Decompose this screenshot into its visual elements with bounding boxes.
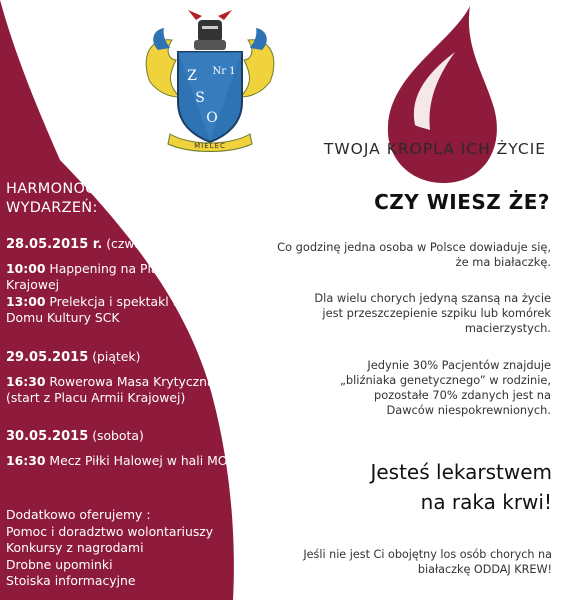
day-1-event-1-time: 10:00 bbox=[6, 260, 46, 276]
day-2-date: 29.05.2015 bbox=[6, 350, 89, 365]
did-you-know-title: CZY WIESZ ŻE? bbox=[374, 190, 550, 214]
extras-item: Konkursy z nagrodami bbox=[6, 540, 144, 555]
fact-3-line: pozostałe 70% zdanych jest na bbox=[374, 388, 551, 402]
day-2-event-1-time: 16:30 bbox=[6, 373, 46, 389]
extras-item: Stoiska informacyjne bbox=[6, 573, 136, 588]
day-1-event-2-time: 13:00 bbox=[6, 293, 46, 309]
footer-line-2: białaczkę ODDAJ KREW! bbox=[417, 563, 552, 576]
fact-2-line: macierzystych. bbox=[464, 321, 551, 335]
fact-2-line: Dla wielu chorych jedyną szansą na życie bbox=[314, 291, 551, 305]
schedule-title-line1: HARMONOGRAM bbox=[6, 181, 130, 197]
crest-right-leaf bbox=[250, 28, 267, 50]
day-3-weekday: (sobota) bbox=[88, 428, 144, 443]
day-3-event-1-time: 16:30 bbox=[6, 452, 46, 468]
cure-line-1: Jesteś lekarstwem bbox=[370, 460, 552, 484]
fact-2-line: jest przeszczepienie szpiku lub komórek bbox=[322, 306, 551, 320]
fact-3 bbox=[238, 358, 551, 418]
extras-title: Dodatkowo oferujemy : bbox=[6, 507, 151, 522]
day-1-event-2-text: Prelekcja i spektakl teatralny w Domu Kultury SCK bbox=[6, 293, 243, 325]
cure-heading bbox=[290, 457, 552, 517]
schedule-day-1 bbox=[6, 236, 251, 327]
extras-item: Drobne upominki bbox=[6, 556, 113, 572]
cure-line-2: na raka krwi! bbox=[420, 490, 552, 514]
fact-1-line: że ma białaczkę. bbox=[455, 255, 551, 269]
crest-banner-text: MIELEC bbox=[194, 142, 226, 150]
day-3-date: 30.05.2015 bbox=[6, 429, 89, 444]
schedule-title bbox=[6, 180, 206, 218]
campaign-slogan: TWOJA KROPLA ICH ŻYCIE bbox=[323, 140, 547, 158]
fact-3-line: Jedynie 30% Pacjentów znajduje bbox=[367, 358, 551, 372]
school-crest-icon bbox=[140, 2, 280, 152]
day-3-event-1-text: Mecz Piłki Halowej w hali MOSIR bbox=[45, 452, 248, 468]
crest-helmet-icon bbox=[188, 10, 232, 50]
day-1-weekday: (czwartek) bbox=[102, 236, 172, 251]
fact-1 bbox=[238, 240, 551, 270]
schedule-day-3 bbox=[6, 428, 251, 469]
day-2-event-1-text: Rowerowa Masa Krytyczna (start z Placu Armii Krajowej) bbox=[6, 373, 215, 405]
day-1-date: 28.05.2015 r. bbox=[6, 237, 103, 252]
crest-number: Nr 1 bbox=[212, 66, 236, 77]
crest-letter-z: Z bbox=[187, 68, 197, 84]
day-1-event-1-text: Happening na Placu Armii Krajowej bbox=[6, 260, 210, 292]
schedule-day-2 bbox=[6, 349, 251, 407]
day-2-weekday: (piątek) bbox=[88, 349, 141, 364]
footer-line-1: Jeśli nie jest Ci obojętny los osób chorych na bbox=[303, 548, 552, 561]
fact-1-line: Co godzinę jedna osoba w Polsce dowiaduje się, bbox=[277, 240, 551, 254]
fact-3-line: „bliźniaka genetycznego” w rodzinie, bbox=[340, 373, 551, 387]
crest-letter-o: O bbox=[206, 110, 218, 126]
fact-2 bbox=[238, 291, 551, 336]
fact-3-line: Dawców niespokrewnionych. bbox=[386, 403, 551, 417]
crest-left-leaf bbox=[153, 28, 170, 50]
schedule-title-line2: WYDARZEŃ: bbox=[6, 200, 98, 216]
crest-letter-s: S bbox=[195, 90, 205, 106]
extras-item: Pomoc i doradztwo wolontariuszy bbox=[6, 523, 214, 539]
footer-appeal bbox=[255, 547, 552, 577]
extras-section bbox=[6, 507, 251, 590]
